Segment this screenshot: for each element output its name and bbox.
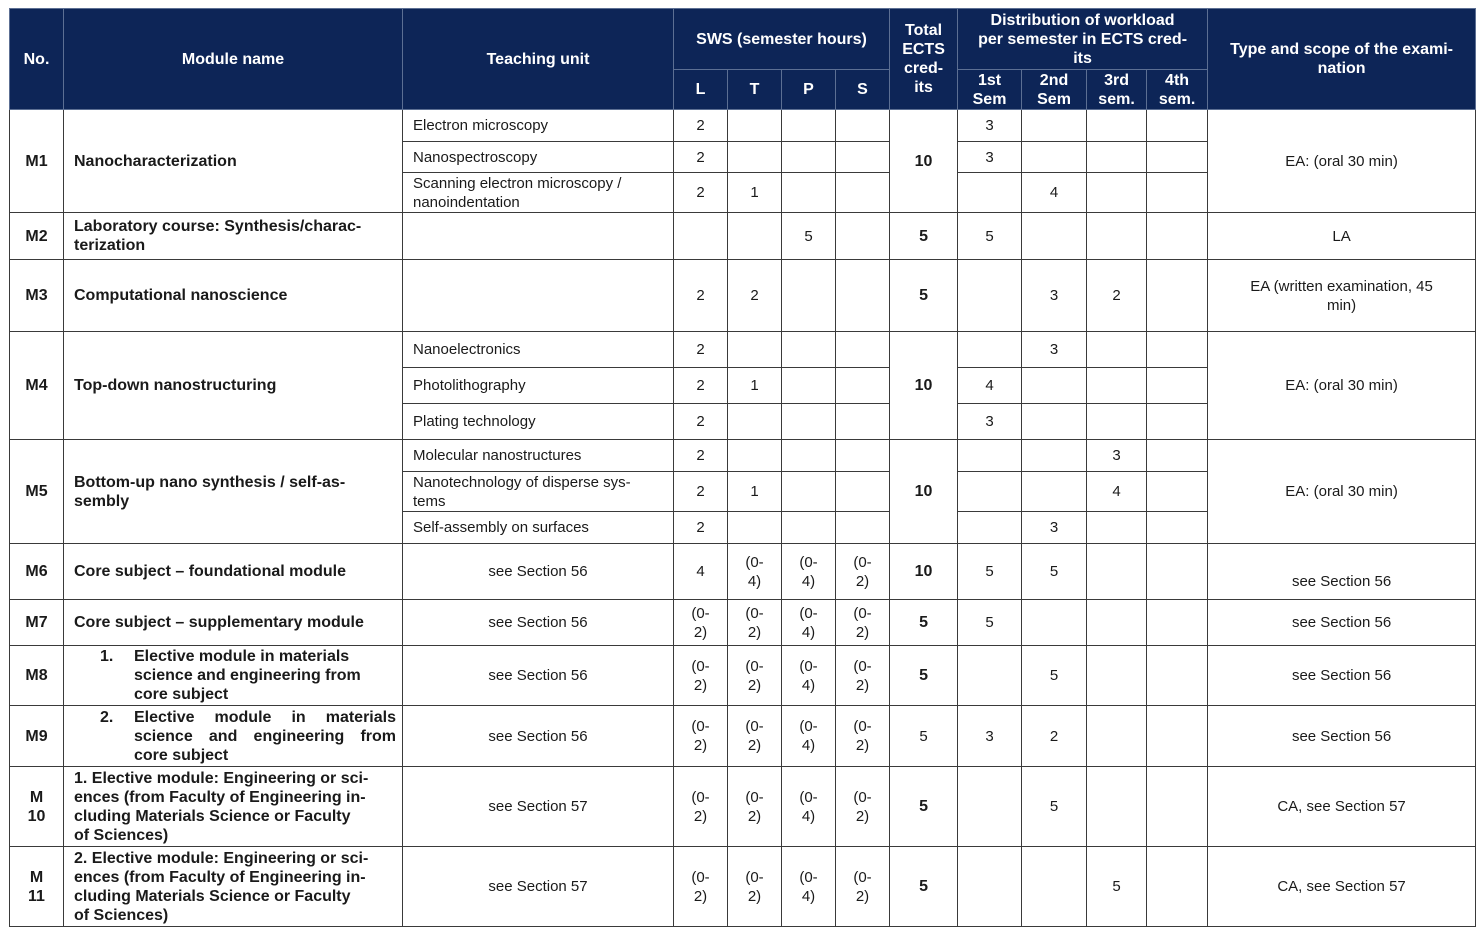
sem-1 [958, 512, 1022, 544]
sem-2: 3 [1022, 260, 1087, 332]
exam-type: CA, see Section 57 [1208, 847, 1476, 927]
sws-s: (0- 2) [836, 847, 890, 927]
teaching-unit: Self-assembly on surfaces [403, 512, 674, 544]
module-number: M2 [10, 213, 64, 260]
sws-p: (0- 4) [782, 544, 836, 600]
sws-t [728, 332, 782, 368]
sem-3 [1087, 544, 1147, 600]
sem-4 [1147, 544, 1208, 600]
teaching-unit [403, 260, 674, 332]
sem-1 [958, 767, 1022, 847]
sem-4 [1147, 213, 1208, 260]
table-row [10, 600, 1476, 646]
total-ects: 5 [890, 646, 958, 706]
teaching-unit: Nanospectroscopy [403, 142, 674, 173]
sem-3 [1087, 646, 1147, 706]
sem-2 [1022, 472, 1087, 512]
sws-p [782, 332, 836, 368]
list-number: 1. [100, 648, 114, 665]
sws-t [728, 512, 782, 544]
sws-p [782, 260, 836, 332]
module-number: M4 [10, 332, 64, 440]
sem-4 [1147, 706, 1208, 767]
sws-t: (0- 2) [728, 646, 782, 706]
teaching-unit: Electron microscopy [403, 110, 674, 142]
sem-1: 5 [958, 544, 1022, 600]
sws-p [782, 440, 836, 472]
sem-3 [1087, 767, 1147, 847]
exam-type: EA: (oral 30 min) [1208, 110, 1476, 213]
table-row [10, 706, 1476, 767]
sws-l: 2 [674, 173, 728, 213]
total-ects: 5 [890, 600, 958, 646]
header-sws-t: T [728, 70, 782, 110]
table-row [10, 213, 1476, 260]
sem-4 [1147, 404, 1208, 440]
sws-t: 1 [728, 368, 782, 404]
sws-s [836, 213, 890, 260]
teaching-unit: Scanning electron microscopy / nanoindentation [403, 173, 674, 213]
sem-2: 3 [1022, 332, 1087, 368]
sem-3 [1087, 600, 1147, 646]
sem-4 [1147, 767, 1208, 847]
sem-2: 2 [1022, 706, 1087, 767]
sem-3: 2 [1087, 260, 1147, 332]
sem-4 [1147, 142, 1208, 173]
teaching-unit: see Section 56 [403, 544, 674, 600]
total-ects: 5 [890, 767, 958, 847]
module-number: M7 [10, 600, 64, 646]
table-header [10, 9, 1476, 110]
teaching-unit: see Section 56 [403, 706, 674, 767]
module-number: M6 [10, 544, 64, 600]
sws-l: 2 [674, 472, 728, 512]
teaching-unit: Photolithography [403, 368, 674, 404]
sem-3 [1087, 213, 1147, 260]
header-total-ects: Total ECTS cred- its [890, 9, 958, 110]
module-name: 1. Elective module: Engineering or sci- ences (from Faculty of Engineering in- cluding Materials Science or Faculty of Sciences) [64, 767, 403, 847]
header-sws-l: L [674, 70, 728, 110]
sws-p [782, 368, 836, 404]
module-number: M1 [10, 110, 64, 213]
sws-s [836, 142, 890, 173]
sws-l: 2 [674, 440, 728, 472]
header-sws-p: P [782, 70, 836, 110]
sws-l: (0- 2) [674, 646, 728, 706]
sem-2 [1022, 847, 1087, 927]
teaching-unit: see Section 56 [403, 600, 674, 646]
table-body [10, 110, 1476, 927]
sem-4 [1147, 512, 1208, 544]
header-module-name: Module name [64, 9, 403, 110]
sws-s: (0- 2) [836, 767, 890, 847]
sem-3 [1087, 706, 1147, 767]
teaching-unit [403, 213, 674, 260]
sws-t: 1 [728, 472, 782, 512]
sem-3: 4 [1087, 472, 1147, 512]
sem-1: 3 [958, 404, 1022, 440]
sws-s [836, 173, 890, 213]
table-row [10, 440, 1476, 472]
module-number: M8 [10, 646, 64, 706]
module-number: M 11 [10, 847, 64, 927]
sws-p [782, 512, 836, 544]
sws-t: (0- 2) [728, 847, 782, 927]
sws-l: 2 [674, 512, 728, 544]
exam-type: see Section 56 [1208, 544, 1476, 600]
sws-s: (0- 2) [836, 544, 890, 600]
sws-s [836, 440, 890, 472]
sem-2: 4 [1022, 173, 1087, 213]
sem-1: 3 [958, 142, 1022, 173]
sws-t [728, 142, 782, 173]
sem-1 [958, 173, 1022, 213]
module-name: Nanocharacterization [64, 110, 403, 213]
sem-4 [1147, 368, 1208, 404]
sws-l: (0- 2) [674, 767, 728, 847]
sws-l: 2 [674, 368, 728, 404]
sws-t [728, 110, 782, 142]
sws-l: 4 [674, 544, 728, 600]
sws-t: 2 [728, 260, 782, 332]
sws-t [728, 404, 782, 440]
table-row [10, 260, 1476, 332]
sem-2 [1022, 368, 1087, 404]
sem-1: 5 [958, 213, 1022, 260]
sem-2: 5 [1022, 544, 1087, 600]
sws-s [836, 260, 890, 332]
sem-3 [1087, 110, 1147, 142]
sws-l: (0- 2) [674, 706, 728, 767]
sem-2 [1022, 142, 1087, 173]
header-exam: Type and scope of the exami- nation [1208, 9, 1476, 110]
table-row [10, 544, 1476, 600]
sem-4 [1147, 260, 1208, 332]
module-name: Computational nanoscience [64, 260, 403, 332]
sws-s: (0- 2) [836, 646, 890, 706]
sws-l: 2 [674, 142, 728, 173]
sws-t: 1 [728, 173, 782, 213]
sws-t: (0- 2) [728, 706, 782, 767]
sem-4 [1147, 646, 1208, 706]
sws-p: (0- 4) [782, 600, 836, 646]
sem-2 [1022, 213, 1087, 260]
teaching-unit: Molecular nanostructures [403, 440, 674, 472]
teaching-unit: Nanotechnology of disperse sys- tems [403, 472, 674, 512]
list-number: 2. [100, 708, 114, 726]
module-number: M 10 [10, 767, 64, 847]
sem-1: 4 [958, 368, 1022, 404]
header-distribution: Distribution of workload per semester in ECTS cred- its [958, 9, 1208, 70]
sem-3 [1087, 404, 1147, 440]
sem-1 [958, 646, 1022, 706]
sws-t [728, 213, 782, 260]
sws-t: (0- 4) [728, 544, 782, 600]
header-sws-s: S [836, 70, 890, 110]
sem-4 [1147, 173, 1208, 213]
sem-1 [958, 332, 1022, 368]
sws-l [674, 213, 728, 260]
sws-l: 2 [674, 404, 728, 440]
sem-3 [1087, 142, 1147, 173]
table-row [10, 767, 1476, 847]
exam-type: see Section 56 [1208, 600, 1476, 646]
total-ects: 10 [890, 332, 958, 440]
sem-1 [958, 847, 1022, 927]
sws-s [836, 332, 890, 368]
module-name: Core subject – supplementary module [64, 600, 403, 646]
sem-4 [1147, 332, 1208, 368]
sws-t [728, 440, 782, 472]
module-name: Laboratory course: Synthesis/charac- terization [64, 213, 403, 260]
sws-s [836, 512, 890, 544]
sws-p [782, 110, 836, 142]
sem-3: 5 [1087, 847, 1147, 927]
module-name: 1. Elective module in materials science and engineering from core subject [64, 646, 403, 706]
module-name: Core subject – foundational module [64, 544, 403, 600]
sem-1: 3 [958, 706, 1022, 767]
table-row [10, 646, 1476, 706]
sws-p [782, 472, 836, 512]
sem-4 [1147, 847, 1208, 927]
sem-2 [1022, 404, 1087, 440]
module-name: Top-down nanostructuring [64, 332, 403, 440]
total-ects: 5 [890, 213, 958, 260]
sem-4 [1147, 110, 1208, 142]
sws-l: 2 [674, 332, 728, 368]
table-row [10, 332, 1476, 368]
header-sem-3: 3rd sem. [1087, 70, 1147, 110]
module-number: M3 [10, 260, 64, 332]
sem-1: 3 [958, 110, 1022, 142]
sem-3 [1087, 173, 1147, 213]
sem-4 [1147, 440, 1208, 472]
total-ects: 10 [890, 544, 958, 600]
total-ects: 5 [890, 260, 958, 332]
sem-3 [1087, 332, 1147, 368]
sws-p [782, 404, 836, 440]
sws-p: 5 [782, 213, 836, 260]
sem-4 [1147, 472, 1208, 512]
header-sws: SWS (semester hours) [674, 9, 890, 70]
sws-p: (0- 4) [782, 767, 836, 847]
sem-2 [1022, 110, 1087, 142]
sem-2 [1022, 600, 1087, 646]
teaching-unit: Plating technology [403, 404, 674, 440]
sws-s [836, 368, 890, 404]
module-name: 2. Elective module in materials science and engineering from core subject [64, 706, 403, 767]
sem-1 [958, 260, 1022, 332]
sws-s [836, 472, 890, 512]
header-sem-1: 1st Sem [958, 70, 1022, 110]
sem-3 [1087, 512, 1147, 544]
total-ects: 10 [890, 110, 958, 213]
sws-t: (0- 2) [728, 600, 782, 646]
sem-3: 3 [1087, 440, 1147, 472]
header-sem-2: 2nd Sem [1022, 70, 1087, 110]
sws-s [836, 110, 890, 142]
table-row [10, 110, 1476, 142]
sem-2: 5 [1022, 767, 1087, 847]
sem-1 [958, 472, 1022, 512]
exam-type: see Section 56 [1208, 706, 1476, 767]
module-table [9, 8, 1476, 927]
total-ects: 10 [890, 440, 958, 544]
sws-p [782, 142, 836, 173]
sem-2 [1022, 440, 1087, 472]
teaching-unit: see Section 57 [403, 847, 674, 927]
sws-p: (0- 4) [782, 706, 836, 767]
module-name: Bottom-up nano synthesis / self-as- sembly [64, 440, 403, 544]
module-number: M5 [10, 440, 64, 544]
sws-p [782, 173, 836, 213]
teaching-unit: Nanoelectronics [403, 332, 674, 368]
sem-1: 5 [958, 600, 1022, 646]
sem-2: 5 [1022, 646, 1087, 706]
sws-l: (0- 2) [674, 600, 728, 646]
sws-t: (0- 2) [728, 767, 782, 847]
sws-s: (0- 2) [836, 600, 890, 646]
sws-l: 2 [674, 260, 728, 332]
sws-p: (0- 4) [782, 847, 836, 927]
sws-p: (0- 4) [782, 646, 836, 706]
total-ects: 5 [890, 847, 958, 927]
exam-type: EA: (oral 30 min) [1208, 440, 1476, 544]
module-name: 2. Elective module: Engineering or sci- ences (from Faculty of Engineering in- cluding Materials Science or Faculty of Sciences) [64, 847, 403, 927]
exam-type: CA, see Section 57 [1208, 767, 1476, 847]
exam-type: see Section 56 [1208, 646, 1476, 706]
sem-3 [1087, 368, 1147, 404]
total-ects: 5 [890, 706, 958, 767]
exam-type: LA [1208, 213, 1476, 260]
sem-2: 3 [1022, 512, 1087, 544]
teaching-unit: see Section 57 [403, 767, 674, 847]
exam-type: EA (written examination, 45 min) [1208, 260, 1476, 332]
header-no: No. [10, 9, 64, 110]
sws-l: (0- 2) [674, 847, 728, 927]
sem-1 [958, 440, 1022, 472]
header-sem-4: 4th sem. [1147, 70, 1208, 110]
module-number: M9 [10, 706, 64, 767]
teaching-unit: see Section 56 [403, 646, 674, 706]
sws-l: 2 [674, 110, 728, 142]
sws-s [836, 404, 890, 440]
exam-type: EA: (oral 30 min) [1208, 332, 1476, 440]
header-teaching-unit: Teaching unit [403, 9, 674, 110]
sws-s: (0- 2) [836, 706, 890, 767]
sem-4 [1147, 600, 1208, 646]
table-row [10, 847, 1476, 927]
